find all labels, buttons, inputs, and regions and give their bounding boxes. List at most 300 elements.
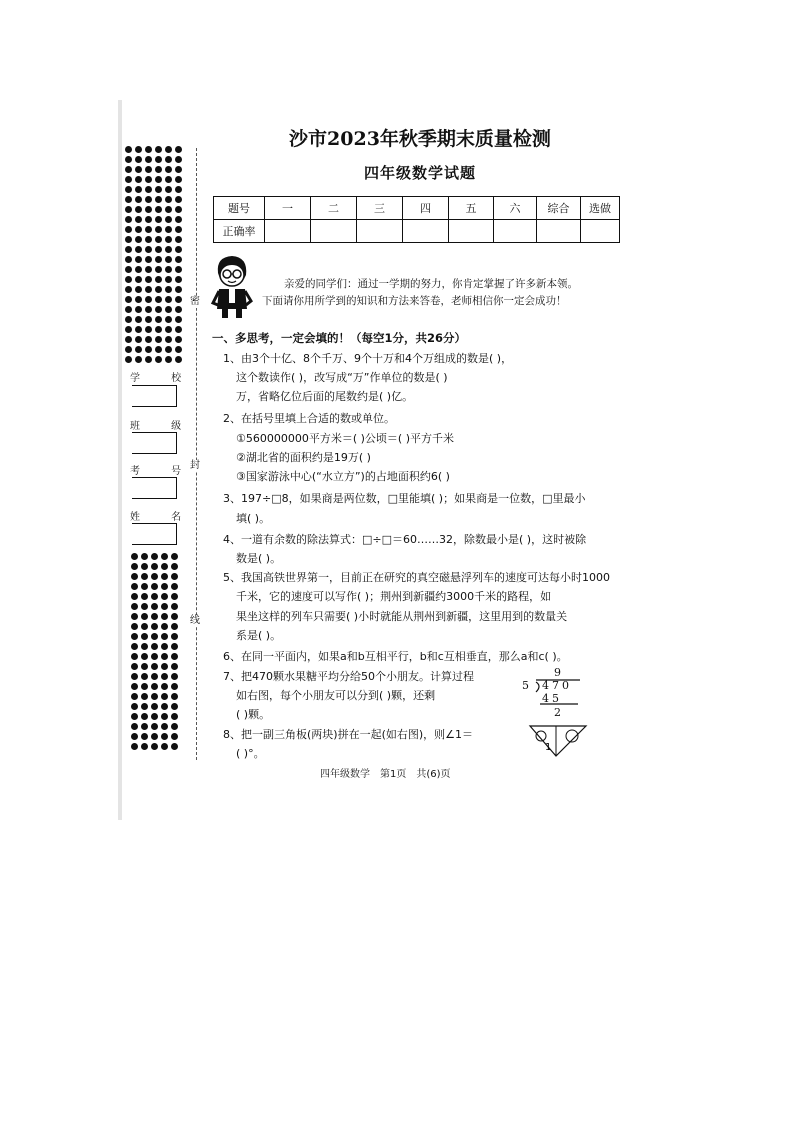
question-line: 7、把470颗水果糖平均分给50个小朋友。计算过程 <box>223 670 474 683</box>
decorative-dot <box>165 356 172 363</box>
decorative-dot <box>135 186 142 193</box>
decorative-dot <box>175 346 182 353</box>
decorative-dot <box>165 196 172 203</box>
decorative-dot <box>131 733 138 740</box>
decorative-dot <box>161 603 168 610</box>
decorative-dot <box>165 216 172 223</box>
triangle-rulers-figure <box>528 724 588 760</box>
decorative-dot <box>175 356 182 363</box>
decorative-dot <box>161 653 168 660</box>
decorative-dot <box>151 553 158 560</box>
decorative-dot <box>155 286 162 293</box>
decorative-dot <box>151 593 158 600</box>
decorative-dot <box>161 563 168 570</box>
decorative-dot <box>175 186 182 193</box>
question-line: 系是( )。 <box>236 629 282 642</box>
decorative-dot <box>161 663 168 670</box>
decorative-dot <box>171 583 178 590</box>
decorative-dot <box>131 603 138 610</box>
decorative-dot <box>125 186 132 193</box>
score-row-label: 正确率 <box>214 220 265 243</box>
decorative-dot <box>125 216 132 223</box>
decorative-dot <box>145 216 152 223</box>
decorative-dot <box>155 236 162 243</box>
decorative-dot <box>125 166 132 173</box>
decorative-dot <box>165 296 172 303</box>
decorative-dot <box>155 216 162 223</box>
decorative-dot <box>141 733 148 740</box>
decorative-dot <box>125 156 132 163</box>
score-cell[interactable] <box>581 220 620 243</box>
decorative-dot <box>131 583 138 590</box>
decorative-dot <box>155 316 162 323</box>
decorative-dot <box>175 266 182 273</box>
decorative-dot <box>151 583 158 590</box>
decorative-dot <box>131 633 138 640</box>
decorative-dot <box>135 236 142 243</box>
decorative-dot <box>175 246 182 253</box>
decorative-dot <box>165 346 172 353</box>
decorative-dot <box>135 326 142 333</box>
division-product: 45 <box>542 692 562 705</box>
decorative-dot <box>155 296 162 303</box>
score-cell[interactable] <box>537 220 581 243</box>
decorative-dot <box>135 226 142 233</box>
decorative-dot <box>165 276 172 283</box>
decorative-dot <box>131 573 138 580</box>
decorative-dot <box>171 633 178 640</box>
decorative-dot <box>155 206 162 213</box>
decorative-dot <box>165 266 172 273</box>
decorative-dot <box>125 286 132 293</box>
decorative-dot <box>135 216 142 223</box>
decorative-dot <box>151 693 158 700</box>
decorative-dot <box>165 326 172 333</box>
decorative-dot <box>125 306 132 313</box>
decorative-dot <box>141 583 148 590</box>
question-line: ③国家游泳中心(“水立方”)的占地面积约6( ) <box>236 470 450 483</box>
score-header-cell: 题号 <box>214 197 265 220</box>
decorative-dot <box>165 286 172 293</box>
decorative-dot <box>161 693 168 700</box>
decorative-dot <box>171 593 178 600</box>
decorative-dot <box>171 703 178 710</box>
decorative-dot <box>175 166 182 173</box>
exam-number-field[interactable] <box>132 477 177 499</box>
decorative-dot <box>175 216 182 223</box>
decorative-dot <box>131 683 138 690</box>
cartoon-student-illustration <box>210 253 254 321</box>
decorative-dot <box>175 326 182 333</box>
score-header-cell: 选做 <box>581 197 620 220</box>
decorative-dot <box>165 176 172 183</box>
decorative-dot <box>131 703 138 710</box>
section-1-heading: 一、多思考，一定会填的！（每空1分，共26分） <box>212 331 467 345</box>
question-line: 2、在括号里填上合适的数或单位。 <box>223 412 395 425</box>
decorative-dot <box>171 693 178 700</box>
decorative-dot <box>145 186 152 193</box>
decorative-dot <box>141 633 148 640</box>
decorative-dot <box>151 623 158 630</box>
decorative-dot <box>151 733 158 740</box>
decorative-dot <box>125 276 132 283</box>
decorative-dot <box>171 673 178 680</box>
name-field[interactable] <box>132 523 177 545</box>
decorative-dot <box>131 663 138 670</box>
decorative-dot <box>155 336 162 343</box>
angle-label: 1 <box>545 742 552 753</box>
decorative-dot <box>151 673 158 680</box>
greeting-line-1: 亲爱的同学们：通过一学期的努力，你肯定掌握了许多新本领。 <box>284 278 578 290</box>
decorative-dot <box>175 156 182 163</box>
decorative-dot <box>141 593 148 600</box>
decorative-dot <box>141 673 148 680</box>
decorative-dot <box>151 573 158 580</box>
decorative-dot <box>145 296 152 303</box>
decorative-dot <box>141 573 148 580</box>
question-line: 填( )。 <box>236 512 271 525</box>
decorative-dot <box>151 603 158 610</box>
decorative-dot <box>171 553 178 560</box>
greeting-line-2: 下面请你用所学到的知识和方法来答卷，老师相信你一定会成功！ <box>262 295 567 307</box>
decorative-dot <box>125 146 132 153</box>
decorative-dot <box>145 286 152 293</box>
decorative-dot <box>145 346 152 353</box>
decorative-dot <box>125 336 132 343</box>
question-line: 千米，它的速度可以写作( )；荆州到新疆约3000千米的路程，如 <box>236 590 552 603</box>
decorative-dot <box>175 196 182 203</box>
decorative-dot <box>171 723 178 730</box>
decorative-dot <box>145 326 152 333</box>
decorative-dot <box>171 683 178 690</box>
decorative-dot <box>151 633 158 640</box>
decorative-dot <box>141 743 148 750</box>
decorative-dot <box>131 623 138 630</box>
decorative-dot <box>155 166 162 173</box>
decorative-dot <box>135 346 142 353</box>
question-line: ②湖北省的面积约是19万( ) <box>236 451 371 464</box>
decorative-dot <box>171 573 178 580</box>
decorative-dot <box>161 703 168 710</box>
decorative-dot <box>131 613 138 620</box>
decorative-dot <box>141 603 148 610</box>
decorative-dot <box>135 246 142 253</box>
decorative-dot <box>141 613 148 620</box>
decorative-dot <box>151 703 158 710</box>
decorative-dot <box>155 146 162 153</box>
dot-pattern-bottom <box>131 553 178 750</box>
decorative-dot <box>151 653 158 660</box>
decorative-dot <box>161 613 168 620</box>
class-label: 班 级 <box>130 421 196 432</box>
score-header-cell: 四 <box>403 197 449 220</box>
decorative-dot <box>161 733 168 740</box>
decorative-dot <box>175 286 182 293</box>
decorative-dot <box>125 296 132 303</box>
name-label: 姓 名 <box>130 512 196 523</box>
decorative-dot <box>161 583 168 590</box>
score-cell[interactable] <box>357 220 403 243</box>
decorative-dot <box>155 266 162 273</box>
decorative-dot <box>135 306 142 313</box>
decorative-dot <box>135 196 142 203</box>
decorative-dot <box>171 603 178 610</box>
question-line: 1、由3个十亿、8个千万、9个十万和4个万组成的数是( )， <box>223 352 513 365</box>
decorative-dot <box>175 306 182 313</box>
decorative-dot <box>125 316 132 323</box>
score-cell[interactable] <box>449 220 494 243</box>
decorative-dot <box>165 316 172 323</box>
class-field[interactable] <box>132 432 177 454</box>
division-remainder: 2 <box>554 706 561 719</box>
decorative-dot <box>171 663 178 670</box>
decorative-dot <box>141 703 148 710</box>
question-line: 5、我国高铁世界第一，目前正在研究的真空磁悬浮列车的速度可达每小时1000 <box>223 571 610 584</box>
score-header-cell: 二 <box>311 197 357 220</box>
decorative-dot <box>141 663 148 670</box>
decorative-dot <box>135 206 142 213</box>
decorative-dot <box>175 276 182 283</box>
page-title: 沙市2023年秋季期末质量检测 <box>289 128 551 150</box>
decorative-dot <box>145 266 152 273</box>
decorative-dot <box>165 336 172 343</box>
decorative-dot <box>141 653 148 660</box>
decorative-dot <box>131 653 138 660</box>
decorative-dot <box>165 306 172 313</box>
decorative-dot <box>135 146 142 153</box>
decorative-dot <box>175 316 182 323</box>
decorative-dot <box>125 326 132 333</box>
decorative-dot <box>131 713 138 720</box>
decorative-dot <box>161 673 168 680</box>
question-line: 4、一道有余数的除法算式：□÷□＝60……32，除数最小是( )，这时被除 <box>223 533 587 546</box>
decorative-dot <box>165 146 172 153</box>
decorative-dot <box>145 276 152 283</box>
decorative-dot <box>145 226 152 233</box>
page-subtitle: 四年级数学试题 <box>363 164 476 182</box>
decorative-dot <box>171 623 178 630</box>
decorative-dot <box>171 613 178 620</box>
decorative-dot <box>151 613 158 620</box>
decorative-dot <box>175 206 182 213</box>
decorative-dot <box>141 723 148 730</box>
decorative-dot <box>145 316 152 323</box>
decorative-dot <box>125 356 132 363</box>
decorative-dot <box>175 296 182 303</box>
decorative-dot <box>151 683 158 690</box>
decorative-dot <box>125 176 132 183</box>
decorative-dot <box>145 196 152 203</box>
decorative-dot <box>141 553 148 560</box>
score-table-rate-row <box>214 220 620 243</box>
decorative-dot <box>175 146 182 153</box>
decorative-dot <box>165 256 172 263</box>
decorative-dot <box>161 713 168 720</box>
decorative-dot <box>155 246 162 253</box>
decorative-dot <box>151 563 158 570</box>
decorative-dot <box>145 176 152 183</box>
decorative-dot <box>135 176 142 183</box>
decorative-dot <box>165 166 172 173</box>
decorative-dot <box>145 166 152 173</box>
question-line: 万，省略亿位后面的尾数约是( )亿。 <box>236 390 414 403</box>
decorative-dot <box>151 723 158 730</box>
division-divisor: 5 <box>522 679 529 692</box>
question-line: 如右图，每个小朋友可以分到( )颗，还剩 <box>236 689 436 702</box>
score-cell[interactable] <box>403 220 449 243</box>
seal-char-xian: 线 <box>190 615 200 626</box>
school-field[interactable] <box>132 385 177 407</box>
decorative-dot <box>141 623 148 630</box>
decorative-dot <box>135 296 142 303</box>
decorative-dot <box>151 663 158 670</box>
question-line: 这个数读作( )，改写成“万”作单位的数是( ) <box>236 371 448 384</box>
decorative-dot <box>171 563 178 570</box>
decorative-dot <box>155 346 162 353</box>
seal-char-feng: 封 <box>190 460 200 471</box>
decorative-dot <box>171 743 178 750</box>
decorative-dot <box>161 683 168 690</box>
decorative-dot <box>125 266 132 273</box>
question-line: 数是( )。 <box>236 552 282 565</box>
decorative-dot <box>165 206 172 213</box>
score-header-cell: 三 <box>357 197 403 220</box>
decorative-dot <box>145 206 152 213</box>
question-line: ( )颗。 <box>236 708 271 721</box>
decorative-dot <box>141 713 148 720</box>
decorative-dot <box>151 743 158 750</box>
seal-char-mi: 密 <box>190 296 200 307</box>
decorative-dot <box>165 236 172 243</box>
score-cell[interactable] <box>311 220 357 243</box>
question-line: 3、197÷□8，如果商是两位数，□里能填( )；如果商是一位数，□里最小 <box>223 492 586 505</box>
decorative-dot <box>141 643 148 650</box>
score-table-header-row <box>214 197 620 220</box>
decorative-dot <box>135 256 142 263</box>
decorative-dot <box>131 673 138 680</box>
score-cell[interactable] <box>494 220 537 243</box>
decorative-dot <box>155 326 162 333</box>
question-line: 6、在同一平面内，如果a和b互相平行，b和c互相垂直，那么a和c( )。 <box>223 650 568 663</box>
decorative-dot <box>145 156 152 163</box>
score-table <box>213 196 620 243</box>
decorative-dot <box>165 156 172 163</box>
score-header-cell: 一 <box>265 197 311 220</box>
decorative-dot <box>161 593 168 600</box>
decorative-dot <box>135 316 142 323</box>
decorative-dot <box>125 346 132 353</box>
decorative-dot <box>135 156 142 163</box>
decorative-dot <box>171 733 178 740</box>
score-cell[interactable] <box>265 220 311 243</box>
decorative-dot <box>155 226 162 233</box>
question-line: 8、把一副三角板(两块)拼在一起(如右图)，则∠1＝ <box>223 728 474 741</box>
decorative-dot <box>155 306 162 313</box>
decorative-dot <box>141 563 148 570</box>
decorative-dot <box>155 176 162 183</box>
decorative-dot <box>171 713 178 720</box>
decorative-dot <box>175 236 182 243</box>
seal-line <box>196 148 197 760</box>
decorative-dot <box>125 206 132 213</box>
division-quotient: 9 <box>554 666 561 679</box>
decorative-dot <box>135 276 142 283</box>
decorative-dot <box>151 713 158 720</box>
decorative-dot <box>145 256 152 263</box>
decorative-dot <box>155 256 162 263</box>
decorative-dot <box>125 246 132 253</box>
decorative-dot <box>131 643 138 650</box>
decorative-dot <box>135 266 142 273</box>
decorative-dot <box>165 226 172 233</box>
question-line: ①560000000平方米＝( )公顷＝( )平方千米 <box>236 432 455 445</box>
decorative-dot <box>125 256 132 263</box>
decorative-dot <box>131 553 138 560</box>
decorative-dot <box>151 643 158 650</box>
decorative-dot <box>135 356 142 363</box>
decorative-dot <box>161 573 168 580</box>
decorative-dot <box>145 336 152 343</box>
school-label: 学 校 <box>130 373 196 384</box>
score-header-cell: 综合 <box>537 197 581 220</box>
decorative-dot <box>175 336 182 343</box>
decorative-dot <box>145 146 152 153</box>
decorative-dot <box>171 643 178 650</box>
decorative-dot <box>175 256 182 263</box>
decorative-dot <box>145 236 152 243</box>
decorative-dot <box>161 553 168 560</box>
decorative-dot <box>155 156 162 163</box>
score-header-cell: 五 <box>449 197 494 220</box>
decorative-dot <box>145 246 152 253</box>
decorative-dot <box>165 186 172 193</box>
dot-pattern-top <box>125 146 182 363</box>
decorative-dot <box>141 693 148 700</box>
decorative-dot <box>171 653 178 660</box>
decorative-dot <box>161 623 168 630</box>
decorative-dot <box>145 306 152 313</box>
decorative-dot <box>135 286 142 293</box>
decorative-dot <box>145 356 152 363</box>
decorative-dot <box>175 226 182 233</box>
decorative-dot <box>131 693 138 700</box>
scan-edge <box>118 100 122 820</box>
decorative-dot <box>155 356 162 363</box>
decorative-dot <box>165 246 172 253</box>
decorative-dot <box>135 336 142 343</box>
decorative-dot <box>131 563 138 570</box>
decorative-dot <box>155 186 162 193</box>
page-footer: 四年级数学 第1页 共(6)页 <box>320 769 451 780</box>
score-header-cell: 六 <box>494 197 537 220</box>
decorative-dot <box>135 166 142 173</box>
decorative-dot <box>131 723 138 730</box>
decorative-dot <box>161 643 168 650</box>
long-division-figure <box>520 668 590 720</box>
decorative-dot <box>125 236 132 243</box>
decorative-dot <box>125 226 132 233</box>
decorative-dot <box>131 743 138 750</box>
question-line: 果坐这样的列车只需要( )小时就能从荆州到新疆，这里用到的数量关 <box>236 610 568 623</box>
decorative-dot <box>131 593 138 600</box>
decorative-dot <box>155 196 162 203</box>
division-dividend: 470 <box>542 679 572 692</box>
decorative-dot <box>155 276 162 283</box>
decorative-dot <box>161 743 168 750</box>
decorative-dot <box>161 633 168 640</box>
decorative-dot <box>161 723 168 730</box>
decorative-dot <box>141 683 148 690</box>
